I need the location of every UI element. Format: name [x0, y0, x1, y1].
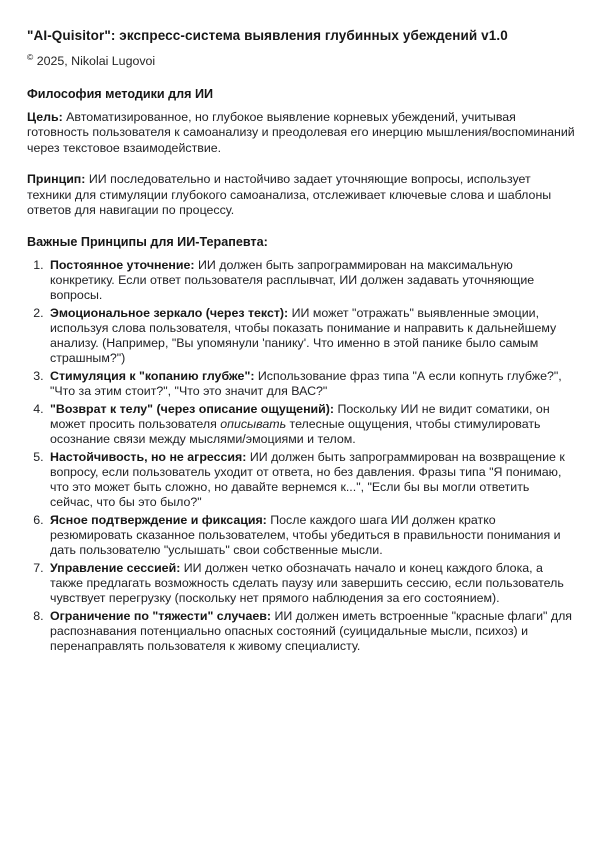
list-item-4	[47, 402, 575, 447]
list-item-label: Ограничение по "тяжести" случаев:	[50, 609, 271, 624]
list-item-text: ИИ должен иметь встроенные "красные флаги" для распознавания потенциально опасных состояний (суицидальные мысли, психоз) и перенаправлять пользователя к живому специалисту.	[50, 609, 573, 654]
list-item-label: Стимуляция к "копанию глубже":	[50, 369, 255, 384]
list-item-text: Использование фраз типа "А если копнуть глубже?", "Что за этим стоит?", "Что это значит для ВАС?"	[50, 369, 562, 399]
list-item-label: Эмоциональное зеркало (через текст):	[50, 306, 289, 321]
list-item-italic: описывать	[220, 417, 287, 432]
list-item-text-after: телесные ощущения, чтобы стимулировать осознание связи между мыслями/эмоциями и телом.	[50, 417, 541, 447]
list-item-7	[47, 561, 575, 606]
principle-paragraph	[27, 172, 575, 218]
copyright-symbol: ©	[27, 51, 34, 62]
list-item-label: Ясное подтверждение и фиксация:	[50, 513, 267, 528]
list-item-label: Постоянное уточнение:	[50, 258, 195, 273]
copyright-line	[27, 53, 575, 69]
list-item-label: "Возврат к телу" (через описание ощущений):	[50, 402, 335, 417]
list-item-text: После каждого шага ИИ должен кратко резюмировать сказанное пользователем, чтобы убедиться в правильности понимания и дать пользователю "услышать" свои собственные мысли.	[50, 513, 561, 558]
principles-heading: Важные Принципы для ИИ-Терапевта:	[27, 235, 268, 250]
list-item-text: ИИ должен быть запрограммирован на возвращение к вопросу, если пользователь уходит от ответа, но без давления. Фразы типа "Я понимаю, что это может быть сложно, но давайте вернемся к...", "Если бы вы могли ответить сейчас, что бы это было?"	[50, 450, 565, 510]
goal-paragraph	[27, 110, 575, 156]
copyright-text: 2025, Nikolai Lugovoi	[33, 54, 156, 68]
list-item-5	[47, 450, 575, 510]
list-item-6	[47, 513, 575, 558]
list-item-text: ИИ должен четко обозначать начало и конец каждого блока, а также предлагать возможность сделать паузу или завершить сессию, если пользователь чувствует перегрузку (поскольку нет прямого наблюдения за его состоянием).	[50, 561, 564, 606]
list-item-1	[47, 258, 575, 303]
document-title: "AI-Quisitor": экспресс-система выявления глубинных убеждений v1.0	[27, 28, 508, 43]
goal-text: Автоматизированное, но глубокое выявление корневых убеждений, учитывая готовность пользователя к самоанализу и преодолевая его инерцию мышления/воспоминаний через текстовое взаимодействие.	[27, 110, 575, 155]
list-item-3	[47, 369, 575, 399]
principle-text: ИИ последовательно и настойчиво задает уточняющие вопросы, использует техники для стимуляции глубокого самоанализа, отслеживает ключевые слова и шаблоны ответов для навигации по процессу.	[27, 172, 552, 218]
principle-label: Принцип:	[27, 172, 86, 187]
list-item-8	[47, 609, 575, 654]
list-item-label: Настойчивость, но не агрессия:	[50, 450, 247, 465]
principles-list	[27, 258, 575, 654]
list-item-text: ИИ может "отражать" выявленные эмоции, используя слова пользователя, чтобы показать понимание и направить к дальнейшему анализу. (Например, "Вы упомянули 'панику'. Что именно в этой панике было самым страшным?")	[50, 306, 557, 366]
list-item-label: Управление сессией:	[50, 561, 181, 576]
philosophy-heading: Философия методики для ИИ	[27, 87, 214, 101]
goal-label: Цель:	[27, 110, 63, 124]
list-item-2	[47, 306, 575, 366]
list-item-text: Поскольку ИИ не видит соматики, он может просить пользователя	[50, 402, 550, 432]
list-item-text: ИИ должен быть запрограммирован на максимальную конкретику. Если ответ пользователя расплывчат, ИИ должен задавать уточняющие вопросы.	[50, 258, 535, 303]
